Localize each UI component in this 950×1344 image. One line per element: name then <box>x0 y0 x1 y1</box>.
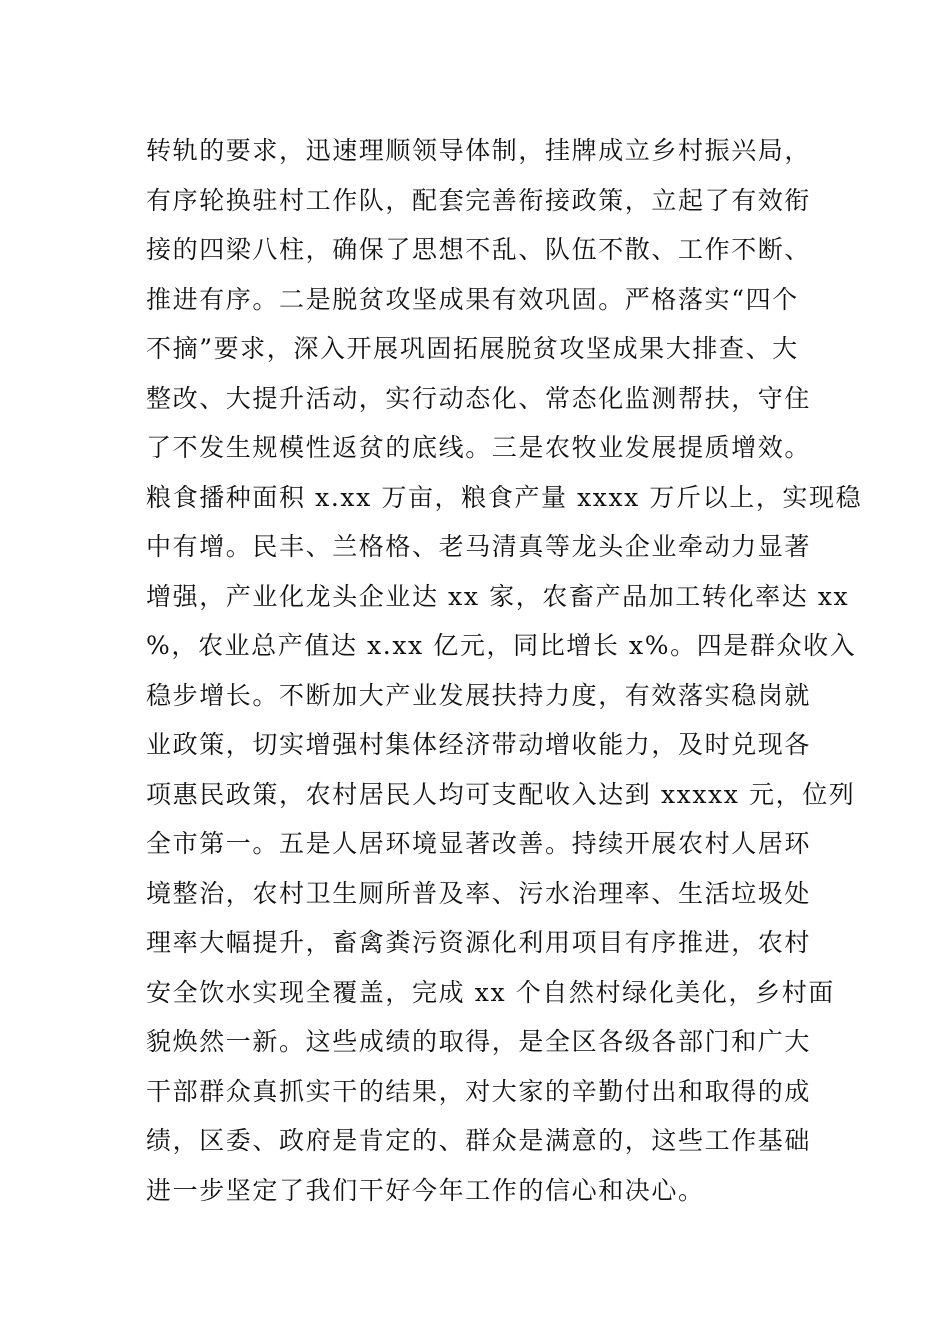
text-line: 绩，区委、政府是肯定的、群众是满意的，这些工作基础 <box>146 1126 812 1155</box>
text-line: 安全饮水实现全覆盖，完成 xx 个自然村绿化美化，乡村面 <box>146 977 835 1007</box>
text-line: 增强，产业化龙头企业达 xx 家，农畜产品加工转化率达 xx <box>146 581 850 611</box>
text-line: 稳步增长。不断加大产业发展扶持力度，有效落实稳岗就 <box>146 680 812 710</box>
text-line: 不摘”要求，深入开展巩固拓展脱贫攻坚成果大排查、大 <box>146 334 799 363</box>
text-line: 貌焕然一新。这些成绩的取得，是全区各级各部门和广大 <box>146 1027 812 1056</box>
text-line: 接的四梁八柱，确保了思想不乱、队伍不散、工作不断、 <box>146 235 812 264</box>
body-paragraph <box>146 126 863 1215</box>
text-line: 全市第一。五是人居环境显著改善。持续开展农村人居环 <box>146 829 812 858</box>
text-line: 有序轮换驻村工作队，配套完善衔接政策，立起了有效衔 <box>146 185 812 215</box>
text-line: 推进有序。二是脱贫攻坚成果有效巩固。严格落实“四个 <box>146 284 799 314</box>
text-line: 粮食播种面积 x.xx 万亩，粮食产量 xxxx 万斤以上，实现稳 <box>146 482 863 512</box>
text-line: 进一步坚定了我们干好今年工作的信心和决心。 <box>146 1175 705 1205</box>
text-line: 项惠民政策，农村居民人均可支配收入达到 xxxxx 元，位列 <box>146 779 856 809</box>
text-line: %，农业总产值达 x.xx 亿元，同比增长 x%。四是群众收入 <box>146 631 857 660</box>
text-line: 中有增。民丰、兰格格、老马清真等龙头企业牵动力显著 <box>146 532 812 561</box>
text-line: 了不发生规模性返贫的底线。三是农牧业发展提质增效。 <box>146 433 812 462</box>
text-line: 转轨的要求，迅速理顺领导体制，挂牌成立乡村振兴局， <box>146 136 812 165</box>
text-line: 整改、大提升活动，实行动态化、常态化监测帮扶，守住 <box>146 383 812 413</box>
text-line: 业政策，切实增强村集体经济带动增收能力，及时兑现各 <box>146 730 812 759</box>
text-line: 境整治，农村卫生厕所普及率、污水治理率、生活垃圾处 <box>146 878 812 908</box>
text-line: 干部群众真抓实干的结果，对大家的辛勤付出和取得的成 <box>146 1076 812 1106</box>
text-line: 理率大幅提升，畜禽粪污资源化利用项目有序推进，农村 <box>146 928 812 957</box>
